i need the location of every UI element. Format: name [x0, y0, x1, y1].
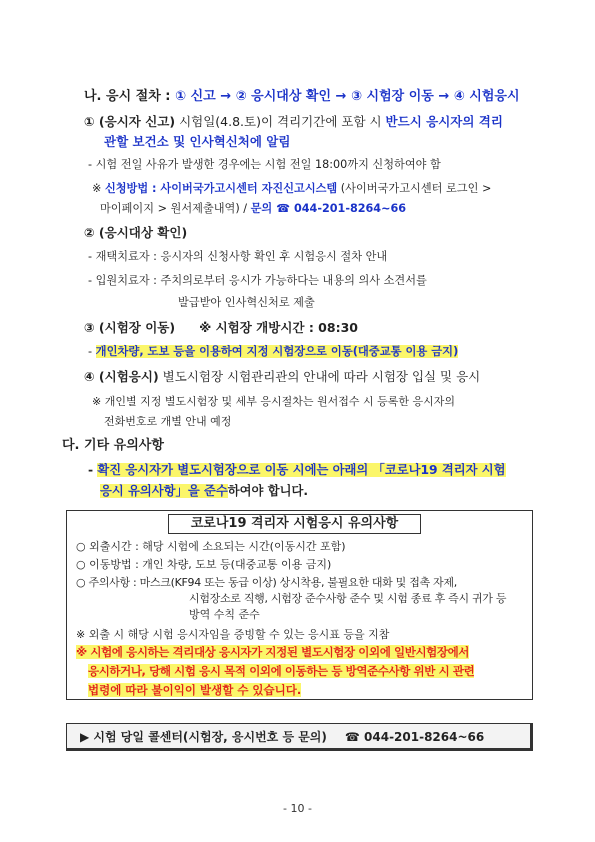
- method-line2: 마이페이지 > 원서제출내역) /: [100, 202, 251, 215]
- section-da-line2-text: 응시 유의사항」을 준수: [100, 484, 228, 498]
- notice-item-caution-cont1: 시험장소로 직행, 시험장 준수사항 준수 및 시험 종료 후 즉시 귀가 등: [189, 592, 507, 605]
- procedure-heading: [84, 89, 520, 105]
- notice-warning-1: ※ 시험에 응시하는 격리대상 응시자가 지정된 별도시험장 이외에 일반시험장에서: [76, 645, 470, 659]
- step1-method-line: [92, 181, 491, 197]
- step2-hospitalized-cont: 발급받아 인사혁신처로 제출: [178, 296, 315, 309]
- section-da-line1: [88, 462, 506, 478]
- step1-emphasis-a: 반드시 응시자의 격리: [385, 114, 503, 129]
- notice-warning-3: 법령에 따라 불이익이 발생할 수 있습니다.: [88, 683, 302, 697]
- notice-item-caution: ○ 주의사항 : 마스크(KF94 또는 동급 이상) 상시착용, 불필요한 대화 및 접촉 자제,: [76, 576, 457, 589]
- method-rest: (사이버국가고시센터 로그인 >: [337, 182, 492, 195]
- step4-line: [84, 369, 480, 385]
- callcenter-phone: ☎ 044-201-8264~66: [344, 730, 485, 744]
- step4-note2: 전화번호로 개별 안내 예정: [104, 415, 232, 428]
- step1-deadline-note: - 시험 전일 사유가 발생한 경우에는 시험 전일 18:00까지 신청하여야 함: [88, 158, 441, 171]
- step3-line: [84, 320, 358, 336]
- notice-item-transport: ○ 이동방법 : 개인 차량, 도보 등(대중교통 이용 금지): [76, 558, 332, 571]
- section-da-dash: -: [88, 463, 98, 477]
- step1-method-line2: [100, 201, 406, 217]
- step3-move-line: [88, 344, 458, 360]
- step4-label: ④ (시험응시): [84, 369, 159, 384]
- section-da-line1-text: 확진 응시자가 별도시험장으로 이동 시에는 아래의 「코로나19 격리자 시험: [97, 463, 506, 477]
- step1-label: ① (응시자 신고): [84, 114, 176, 129]
- notice-item-outing-time: ○ 외출시간 : 해당 시험에 소요되는 시간(이동시간 포함): [76, 540, 346, 553]
- inquiry-phone: 문의 ☎ 044-201-8264~66: [250, 202, 407, 215]
- section-da-line2: [100, 483, 308, 499]
- callcenter-label: ▶ 시험 당일 콜센터(시험장, 응시번호 등 문의): [80, 730, 327, 744]
- step3-label: ③ (시험장 이동): [84, 320, 176, 335]
- notice-warning-2: 응시하거나, 당해 시험 응시 목적 이외에 이동하는 등 방역준수사항 위반 시 관련: [88, 664, 475, 678]
- method-prefix: ※: [92, 182, 105, 195]
- open-time: ※ 시험장 개방시간 : 08:30: [199, 320, 358, 335]
- method-label: 신청방법 : 사이버국가고시센터 자진신고시스템: [104, 182, 338, 195]
- step1-emphasis-b: 관할 보건소 및 인사혁신처에 알림: [104, 134, 291, 149]
- notice-box-note: ※ 외출 시 해당 시험 응시자임을 증빙할 수 있는 응시표 등을 지참: [76, 628, 390, 641]
- step1-line: [84, 114, 503, 130]
- step2-label: ② (응시대상 확인): [84, 225, 188, 240]
- step4-text: 별도시험장 시험관리관의 안내에 따라 시험장 입실 및 응시: [158, 369, 481, 384]
- step2-hospitalized: - 입원치료자 : 주치의로부터 응시가 가능하다는 내용의 의사 소견서를: [88, 274, 427, 287]
- step4-note1: ※ 개인별 지정 별도시험장 및 세부 응시절차는 원서접수 시 등록한 응시자의: [92, 395, 455, 408]
- move-instruction: 개인차량, 도보 등을 이용하여 지정 시험장으로 이동(대중교통 이용 금지): [95, 345, 459, 358]
- section-na-title: 나. 응시 절차 :: [84, 89, 176, 104]
- page-number: - 10 -: [283, 802, 312, 815]
- step2-home-care: - 재택치료자 : 응시자의 신청사항 확인 후 시험응시 절차 안내: [88, 250, 388, 263]
- step3-dash: -: [88, 345, 96, 358]
- notice-item-caution-cont2: 방역 수칙 준수: [189, 608, 260, 621]
- callcenter-line: [80, 729, 484, 745]
- section-da-line2-rest: 하여야 합니다.: [227, 484, 309, 498]
- notice-box-title: 코로나19 격리자 시험응시 유의사항: [168, 514, 421, 534]
- step1-text: 시험일(4.8.토)이 격리기간에 포함 시: [175, 114, 386, 129]
- section-da-heading: 다. 기타 유의사항: [62, 438, 164, 453]
- procedure-flow: ① 신고 → ② 응시대상 확인 → ③ 시험장 이동 → ④ 시험응시: [175, 89, 520, 104]
